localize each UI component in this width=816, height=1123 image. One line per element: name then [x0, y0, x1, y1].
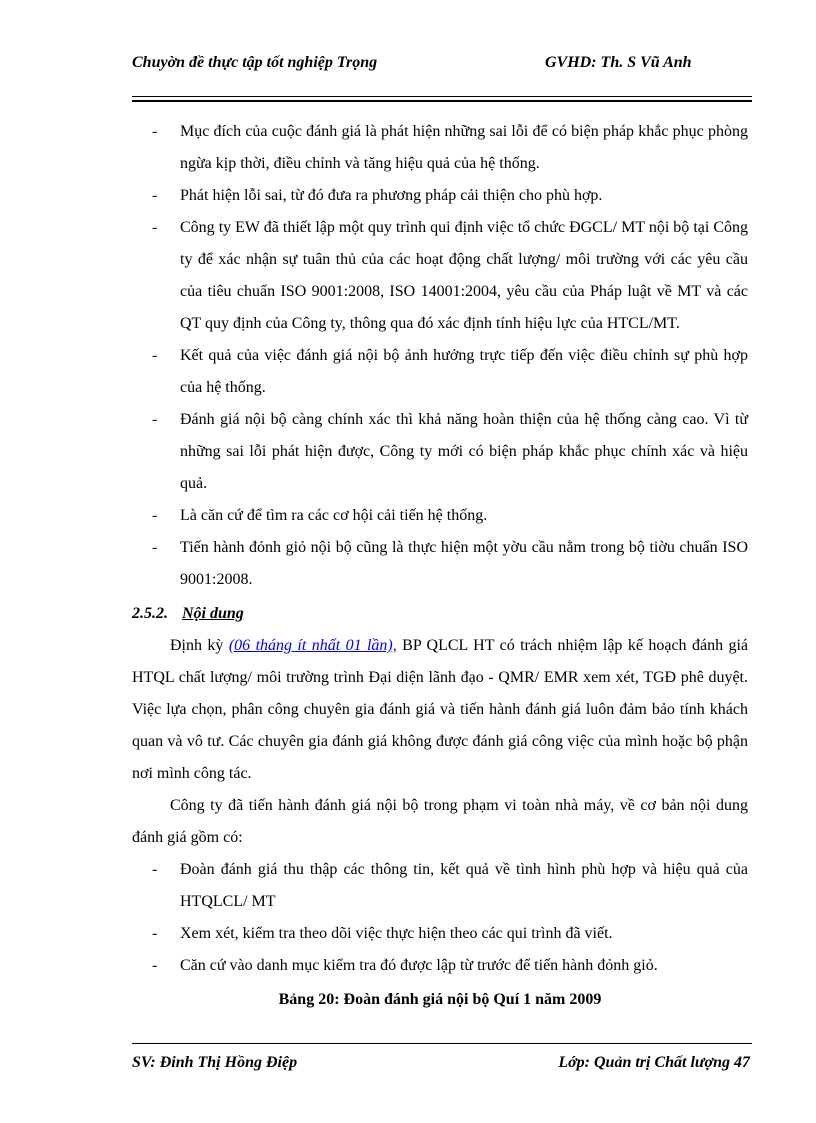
page-header	[132, 52, 752, 98]
paragraph-scope: Công ty đã tiến hành đánh giá nội bộ trong phạm vi toàn nhà máy, về cơ bản nội dung đánh giá gồm có:	[132, 797, 748, 846]
bullet-text: Tiến hành đỏnh giỏ nội bộ cũng là thực hiện một yờu cầu nằm trong bộ tiờu chuẩn ISO 9001:2008.	[180, 539, 748, 588]
bullet-item	[132, 340, 748, 404]
page-footer	[132, 1052, 752, 1076]
bullet-text: Kết quả của việc đánh giá nội bộ ảnh hưởng trực tiếp đến việc điều chỉnh sự phù hợp của hệ thống.	[180, 347, 748, 396]
bullet-dash: -	[152, 219, 158, 236]
footer-class: Lớp: Quản trị Chất lượng 47	[558, 1054, 750, 1071]
bullet-item	[132, 212, 748, 340]
bullet-item	[132, 180, 748, 212]
bullet-item	[132, 116, 748, 180]
table-caption: Bảng 20: Đoàn đánh giá nội bộ Quí 1 năm 2009	[278, 991, 602, 1008]
highlighted-frequency: (06 tháng ít nhất 01 lần),	[228, 637, 397, 654]
header-supervisor: GVHD: Th. S Vũ Anh	[545, 54, 692, 71]
bullet-text: Mục đích của cuộc đánh giá là phát hiện những sai lỗi để có biện pháp khắc phục phòng ngừa kịp thời, điều chỉnh và tăng hiệu quả của hệ thống.	[180, 123, 748, 172]
bullet-text: Đoàn đánh giá thu thập các thông tin, kết quả về tình hình phù hợp và hiệu quả của HTQLCL/ MT	[180, 861, 748, 910]
header-document-title: Chuyờn đề thực tập tốt nghiệp Trọng	[132, 54, 378, 71]
bullet-text: Là căn cứ để tìm ra các cơ hội cải tiến hệ thống.	[180, 507, 488, 524]
bullet-dash: -	[152, 187, 158, 204]
bullet-text: Đánh giá nội bộ càng chính xác thì khả năng hoàn thiện của hệ thống càng cao. Vì từ những sai lỗi phát hiện được, Công ty mới có biện pháp khắc phục chính xác và hiệu quả.	[180, 411, 748, 492]
bullet-item	[132, 950, 748, 982]
bullet-text: Căn cứ vào danh mục kiểm tra đó được lập từ trước để tiến hành đỏnh giỏ.	[180, 957, 658, 974]
bullet-dash: -	[152, 507, 158, 524]
bullet-item	[132, 500, 748, 532]
bullet-item	[132, 918, 748, 950]
bullet-text: Công ty EW đã thiết lập một quy trình qui định việc tổ chức ĐGCL/ MT nội bộ tại Công ty để xác nhận sự tuân thủ của các hoạt động chất lượng/ môi trường với các yêu cầu của tiêu chuẩn ISO 9001:2008, ISO 14001:2004, yêu cầu của Pháp luật về MT và các QT quy định của Công ty, thông qua đó xác định tính hiệu lực của HTCL/MT.	[180, 219, 748, 332]
paragraph-text: Định kỳ	[170, 637, 229, 654]
bullet-item	[132, 854, 748, 918]
section-heading	[132, 598, 748, 630]
bullet-dash: -	[152, 957, 158, 974]
section-number: 2.5.2.	[132, 605, 168, 622]
bullet-dash: -	[152, 539, 158, 556]
footer-student: SV: Đinh Thị Hồng Điệp	[132, 1054, 298, 1071]
paragraph-schedule	[132, 630, 748, 790]
bullet-dash: -	[152, 347, 158, 364]
bullet-dash: -	[152, 411, 158, 428]
header-rule	[132, 96, 752, 102]
section-title: Nội dung	[182, 605, 244, 622]
bullet-item	[132, 532, 748, 596]
bullet-dash: -	[152, 925, 158, 942]
page-body	[132, 116, 748, 1016]
bullet-dash: -	[152, 123, 158, 140]
bullet-text: Xem xét, kiểm tra theo dõi việc thực hiện theo các qui trình đã viết.	[180, 925, 613, 942]
bullet-item	[132, 404, 748, 500]
footer-rule	[132, 1043, 752, 1044]
bullet-text: Phát hiện lỗi sai, từ đó đưa ra phương pháp cải thiện cho phù hợp.	[180, 187, 603, 204]
paragraph-text: BP QLCL HT có trách nhiệm lập kế hoạch đánh giá HTQL chất lượng/ môi trường trình Đại diện lãnh đạo - QMR/ EMR xem xét, TGĐ phê duyệt. Việc lựa chọn, phân công chuyên gia đánh giá và tiến hành đánh giá luôn đảm bảo tính khách quan và vô tư. Các chuyên gia đánh giá không được đánh giá công việc của mình hoặc bộ phận nơi mình công tác.	[132, 637, 749, 782]
bullet-dash: -	[152, 861, 158, 878]
